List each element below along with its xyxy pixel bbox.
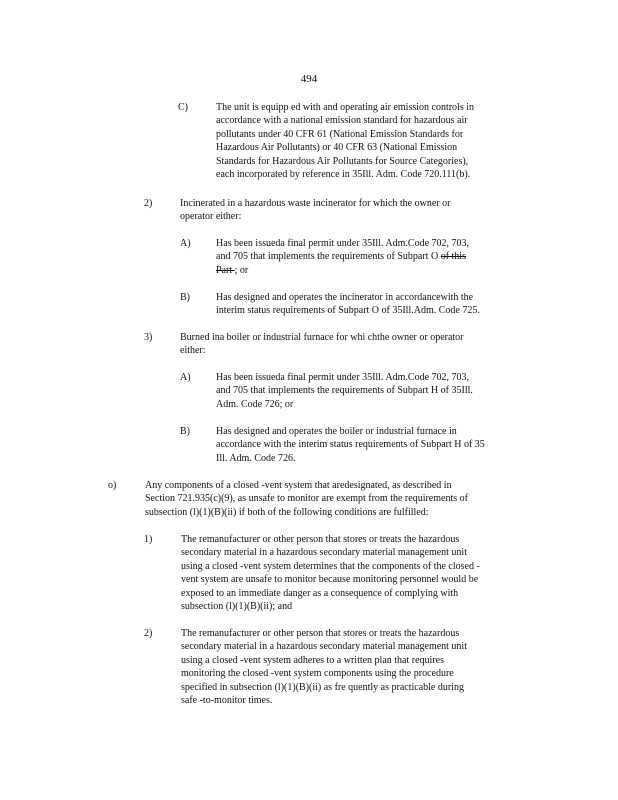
text-line: each incorporated by reference in 35Ill. Adm. Code 720.111(b). bbox=[216, 169, 471, 181]
text-line: safe -to-monitor times. bbox=[181, 695, 273, 707]
text-fragment: and 705 that implements the requirements of Subpart O bbox=[216, 251, 441, 263]
text-line bbox=[216, 264, 528, 277]
text-line: Ill. Adm. Code 726. bbox=[216, 452, 296, 464]
text-line: Has designed and operates the incinerator in accordancewith the bbox=[216, 292, 474, 303]
text-line: Standards for Hazardous Air Pollutants for Source Categories), bbox=[216, 155, 469, 167]
text-line: Incinerated in a hazardous waste incinerator for which the owner or bbox=[180, 198, 451, 209]
text-line: Has been issueda final permit under 35Ill. Adm.Code 702, 703, bbox=[216, 372, 470, 383]
text-line: Hazardous Air Pollutants) or 40 CFR 63 (National Emission bbox=[216, 142, 458, 154]
item-marker: 2) bbox=[144, 198, 153, 209]
item-marker: 3) bbox=[144, 332, 153, 343]
item-text bbox=[216, 371, 528, 411]
text-line: The remanufacturer or other person that stores or treats the hazardous bbox=[181, 534, 460, 545]
item-marker: C) bbox=[178, 102, 188, 113]
text-line: operator either: bbox=[180, 211, 242, 223]
text-line: and 705 that implements the requirements of Subpart H of 35Ill. bbox=[216, 385, 473, 397]
item-text bbox=[216, 101, 528, 181]
text-line: monitoring the closed -vent system components using the procedure bbox=[181, 668, 454, 680]
item-text bbox=[181, 533, 541, 613]
item-marker: A) bbox=[180, 372, 191, 383]
text-line: pollutants under 40 CFR 61 (National Emission Standards for bbox=[216, 128, 464, 140]
item-marker: A) bbox=[180, 238, 191, 249]
text-line: interim status requirements of Subpart O of 35Ill.Adm. Code 725. bbox=[216, 305, 480, 317]
text-line: Any components of a closed -vent system that aredesignated, as described in bbox=[145, 480, 452, 491]
text-line: either: bbox=[180, 345, 206, 357]
text-line: Burned ina boiler or industrial furnace for whi chthe owner or operator bbox=[180, 332, 464, 343]
text-fragment: ; or bbox=[234, 264, 249, 276]
item-marker: o) bbox=[108, 480, 117, 491]
text-line: Section 721.935(c)(9), as unsafe to monitor are exempt from the requirements of bbox=[145, 493, 468, 505]
text-line: exposed to an immediate danger as a consequence of complying with bbox=[181, 587, 459, 599]
text-line: Has designed and operates the boiler or industrial furnace in bbox=[216, 426, 457, 437]
item-text bbox=[181, 627, 527, 707]
item-text bbox=[216, 425, 546, 465]
text-line: The remanufacturer or other person that stores or treats the hazardous bbox=[181, 628, 460, 639]
item-marker: B) bbox=[180, 426, 190, 437]
text-line bbox=[216, 250, 528, 263]
struck-text: of this bbox=[440, 251, 466, 263]
page-number: 494 bbox=[300, 73, 318, 85]
item-text bbox=[216, 237, 528, 277]
text-line: accordance with the interim status requirements of Subpart H of 35 bbox=[216, 439, 485, 451]
item-marker: 2) bbox=[144, 628, 153, 639]
text-line: Has been issueda final permit under 35Ill. Adm.Code 702, 703, bbox=[216, 238, 470, 249]
text-line: accordance with a national emission standard for hazardous air bbox=[216, 115, 468, 127]
text-line: Adm. Code 726; or bbox=[216, 398, 294, 410]
item-marker: B) bbox=[180, 292, 190, 303]
text-line: subsection (l)(1)(B)(ii); and bbox=[181, 601, 293, 613]
item-text bbox=[216, 291, 536, 318]
struck-text: Part bbox=[216, 264, 235, 276]
text-line: The unit is equipp ed with and operating air emission controls in bbox=[216, 102, 475, 113]
text-line: secondary material in a hazardous secondary material management unit bbox=[181, 547, 467, 559]
text-line: using a closed -vent system adheres to a written plan that requires bbox=[181, 654, 444, 666]
item-text bbox=[145, 479, 535, 519]
text-line: specified in subsection (l)(1)(B)(ii) as fre quently as practicable during bbox=[181, 681, 464, 693]
text-line: secondary material in a hazardous secondary material management unit bbox=[181, 641, 467, 653]
item-marker: 1) bbox=[144, 534, 153, 545]
item-text bbox=[180, 197, 510, 224]
text-line: subsection (l)(1)(B)(ii) if both of the following conditions are fulfilled: bbox=[145, 506, 429, 518]
item-text bbox=[180, 331, 520, 358]
text-line: vent system are unsafe to monitor because monitoring personnel would be bbox=[181, 574, 479, 586]
text-line: using a closed -vent system determines that the components of the closed - bbox=[181, 560, 480, 572]
